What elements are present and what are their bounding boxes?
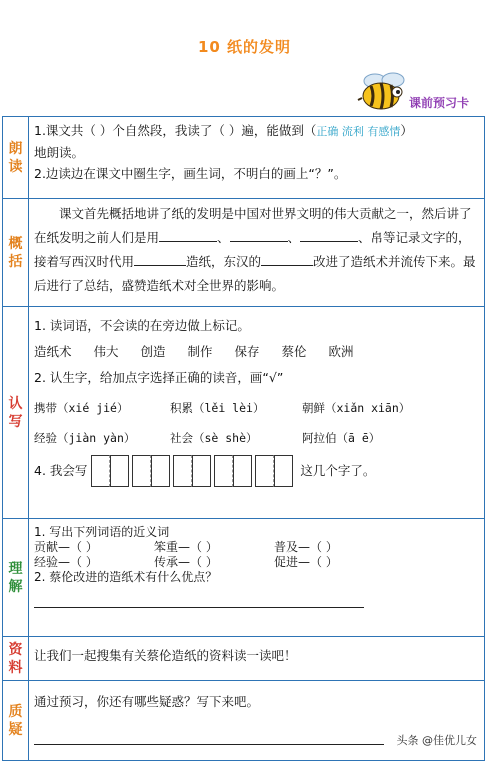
writing-practice bbox=[34, 455, 479, 487]
reading-question-1-tail: 地朗读。 bbox=[34, 145, 85, 160]
synonym-item[interactable]: 传承—（ ） bbox=[154, 555, 218, 569]
vocab-word: 制作 bbox=[187, 344, 213, 359]
answer-blank[interactable] bbox=[230, 229, 288, 242]
writing-grid[interactable] bbox=[173, 455, 211, 487]
summary-sep-2: 、 bbox=[287, 230, 301, 245]
section-label: 朗读 bbox=[3, 117, 29, 199]
pinyin-choice[interactable]: 朝鲜（xiǎn xiān） bbox=[301, 401, 411, 415]
synonym-item[interactable]: 贡献—（ ） bbox=[34, 540, 98, 554]
vocab-word: 欧洲 bbox=[328, 344, 354, 359]
section-content bbox=[29, 519, 485, 637]
pinyin-choice[interactable]: 社会（sè shè） bbox=[169, 431, 258, 445]
vocab-list bbox=[34, 339, 479, 365]
summary-text-3: 改进了造纸术并流传下来。最后进行了总结，盛赞造纸术对全世界的影响。 bbox=[34, 254, 476, 293]
answer-line[interactable] bbox=[34, 730, 384, 745]
reading-question-1-end: ） bbox=[400, 123, 413, 138]
reading-hint: 正确 流利 有感情 bbox=[316, 125, 401, 138]
synonym-item[interactable]: 笨重—（ ） bbox=[154, 540, 218, 554]
section-label: 理解 bbox=[3, 519, 29, 637]
section-label: 概括 bbox=[3, 199, 29, 307]
reading-question-1: 1.课文共（ ）个自然段，我读了（ ）遍，能做到（ bbox=[34, 123, 317, 138]
literacy-question-2: 2. 认生字，给加点字选择正确的读音，画“√” bbox=[34, 370, 284, 385]
resource-text: 让我们一起搜集有关蔡伦造纸的资料读一读吧！ bbox=[29, 637, 485, 681]
reading-question-2: 2.边读边在课文中圈生字，画生词，不明白的画上“？”。 bbox=[34, 166, 347, 181]
synonym-item[interactable]: 经验—（ ） bbox=[34, 555, 98, 569]
pinyin-choice[interactable]: 携带（xié jié） bbox=[34, 401, 129, 415]
section-content bbox=[29, 307, 485, 519]
section-label: 质疑 bbox=[3, 681, 29, 761]
section-langdu bbox=[3, 117, 485, 199]
summary-paragraph bbox=[29, 199, 485, 307]
pinyin-choice[interactable]: 阿拉伯（ā ē） bbox=[301, 431, 381, 445]
vocab-word: 蔡伦 bbox=[281, 344, 307, 359]
literacy-question-1: 1. 读词语，不会读的在旁边做上标记。 bbox=[34, 318, 250, 333]
pinyin-choice[interactable]: 经验（jiàn yàn） bbox=[34, 431, 136, 445]
vocab-word: 造纸术 bbox=[34, 344, 72, 359]
answer-blank[interactable] bbox=[159, 229, 217, 242]
synonym-item[interactable]: 促进—（ ） bbox=[274, 555, 338, 569]
section-lijie bbox=[3, 519, 485, 637]
answer-line[interactable] bbox=[34, 593, 364, 608]
answer-blank[interactable] bbox=[134, 253, 186, 266]
watermark: 头条 @佳优儿女 bbox=[394, 731, 481, 749]
section-label: 资料 bbox=[3, 637, 29, 681]
writing-grid[interactable] bbox=[132, 455, 170, 487]
writing-prompt-end: 这几个字了。 bbox=[300, 463, 376, 478]
question-prompt: 通过预习，你还有哪些疑惑？写下来吧。 bbox=[34, 694, 260, 709]
vocab-word: 保存 bbox=[234, 344, 260, 359]
preview-card bbox=[2, 116, 485, 761]
writing-prompt: 4. 我会写 bbox=[34, 463, 88, 478]
badge-label: 课前预习卡 bbox=[409, 96, 470, 110]
summary-sep-1: 、 bbox=[217, 230, 230, 245]
answer-blank[interactable] bbox=[261, 253, 313, 266]
pinyin-choice[interactable]: 积累（lěi lèi） bbox=[169, 401, 265, 415]
vocab-word: 创造 bbox=[140, 344, 166, 359]
section-content bbox=[29, 117, 485, 199]
writing-grid[interactable] bbox=[91, 455, 129, 487]
understanding-question-2: 2. 蔡伦改进的造纸术有什么优点？ bbox=[34, 570, 218, 584]
page-title: 10 纸的发明 bbox=[197, 38, 292, 56]
synonym-item[interactable]: 普及—（ ） bbox=[274, 540, 338, 554]
section-ziliao bbox=[3, 637, 485, 681]
summary-sep-3: 、帛等记录文字的，接着写西汉时代用 bbox=[34, 230, 471, 269]
summary-text-1: 课文首先概括地讲了纸的发明是中国对世界文明的伟大贡献之一，然后讲了在纸发明之前人们是用 bbox=[34, 206, 472, 245]
pinyin-row bbox=[34, 395, 479, 421]
writing-grid[interactable] bbox=[255, 455, 293, 487]
answer-blank[interactable] bbox=[300, 229, 358, 242]
synonym-row bbox=[34, 555, 479, 570]
section-gaikuo bbox=[3, 199, 485, 307]
section-renxie bbox=[3, 307, 485, 519]
pinyin-row bbox=[34, 425, 479, 451]
vocab-word: 伟大 bbox=[93, 344, 119, 359]
summary-text-2: 造纸，东汉的 bbox=[186, 254, 262, 269]
section-label: 认写 bbox=[3, 307, 29, 519]
understanding-question-1: 1. 写出下列词语的近义词 bbox=[34, 525, 170, 539]
writing-grid[interactable] bbox=[214, 455, 252, 487]
synonym-row bbox=[34, 540, 479, 555]
